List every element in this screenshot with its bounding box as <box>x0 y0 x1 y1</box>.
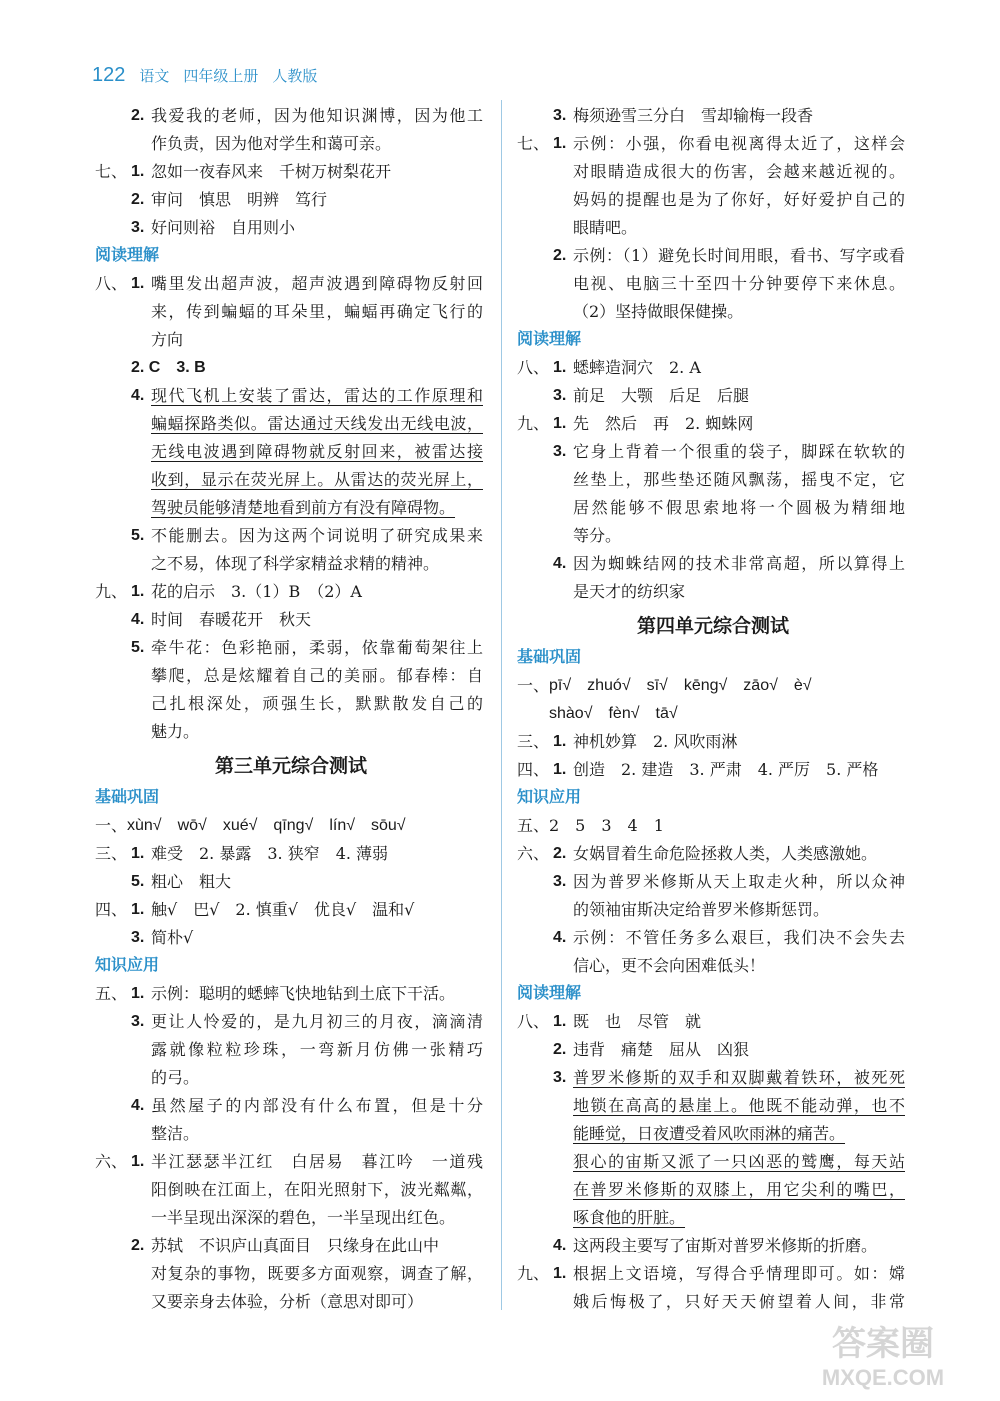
right-column <box>517 102 909 1316</box>
answer-line: 露就像粒粒珍珠，一弯新月仿佛一张精巧 <box>151 1040 483 1059</box>
answer-line: 八、 1. 既 也 尽管 就 <box>517 1012 702 1031</box>
answer-line: 2. 示例：（1）避免长时间用眼，看书、写字或看 <box>553 246 905 265</box>
answer-line: 驾驶员能够清楚地看到前方有没有障碍物。 <box>151 498 456 517</box>
answer-line: 3. 因为普罗米修斯从天上取走火种，所以众神 <box>553 872 905 891</box>
answer-line: 居然能够不假思索地将一个圆极为精细地 <box>573 498 905 517</box>
answer-line: 狠心的宙斯又派了一只凶恶的鹫鹰，每天站 <box>573 1152 905 1171</box>
answer-line: 信心，更不会向困难低头！ <box>573 956 766 975</box>
grade-label: 四年级上册 <box>183 68 259 85</box>
answer-line: 妈妈的提醒也是为了你好，好好爱护自己的 <box>573 190 905 209</box>
answer-line: 七、 1. 忽如一夜春风来 千树万树梨花开 <box>95 162 392 181</box>
answer-line: 九、 1. 先 然后 再 2. 蜘蛛网 <box>517 414 754 433</box>
answer-line: 六、 2. 女娲冒着生命危险拯救人类，人类感激她。 <box>517 844 878 863</box>
answer-line: 魅力。 <box>151 722 200 741</box>
answer-line: 八、 1. 嘴里发出超声波，超声波遇到障碍物反射回 <box>95 274 483 293</box>
answer-line: 八、 1. 蟋蟀造洞穴 2. A <box>517 358 701 377</box>
answer-line: 之不易，体现了科学家精益求精的精神。 <box>151 554 440 573</box>
answer-line: 的弓。 <box>151 1068 200 1087</box>
answer-line: 五、 1. 示例：聪明的蟋蟀飞快地钻到土底下干活。 <box>95 984 456 1003</box>
answer-line: 3. 它身上背着一个很重的袋子，脚踩在软软的 <box>553 442 905 461</box>
answer-line: 啄食他的肝脏。 <box>573 1208 686 1227</box>
answer-line: 又要亲身去体验，分析（意思对即可） <box>151 1292 424 1311</box>
answer-line: 一、 xùn√ wō√ xué√ qīng√ lín√ sōu√ <box>95 816 406 835</box>
answer-line: 收到，显示在荧光屏上。从雷达的荧光屏上， <box>151 470 483 489</box>
watermark-logo <box>788 1313 978 1393</box>
unit-title: 第四单元综合测试 <box>636 616 789 637</box>
answer-line: 娥后悔极了，只好天天俯望着人间，非常 <box>573 1292 905 1311</box>
section-heading: 知识应用 <box>95 957 160 974</box>
answer-line: 2. C 3. B <box>131 359 206 376</box>
answer-line: 九、 1. 根据上文语境，写得合乎情理即可。如：嫦 <box>517 1264 905 1283</box>
answer-line: 4. 示例：不管任务多么艰巨，我们决不会失去 <box>553 928 905 947</box>
answer-line: 4. 现代飞机上安装了雷达，雷达的工作原理和 <box>131 386 483 405</box>
answer-line: 地锁在高高的悬崖上。他既不能动弹，也不 <box>573 1096 905 1115</box>
answer-line: （2）坚持做眼保健操。 <box>573 302 744 321</box>
answer-line: 无线电波遇到障碍物就反射回来，被雷达接 <box>151 442 483 461</box>
answer-line: 对复杂的事物，既要多方面观察，调查了解， <box>151 1264 483 1283</box>
answer-line: 4. 这两段主要写了宙斯对普罗米修斯的折磨。 <box>553 1236 878 1255</box>
answer-line: 4. 时间 春暖花开 秋天 <box>131 610 312 629</box>
left-column <box>95 102 487 1316</box>
answer-line: 5. 不能删去。因为这两个词说明了研究成果来 <box>131 526 483 545</box>
answer-line: 七、 1. 示例：小强，你看电视离得太近了，这样会 <box>517 134 905 153</box>
answer-line: shào√ fèn√ tā√ <box>549 705 678 722</box>
answer-line: 整洁。 <box>151 1124 200 1143</box>
answer-line: 2. 审问 慎思 明辨 笃行 <box>131 190 328 209</box>
answer-line: 九、 1. 花的启示 3.（1）B （2）A <box>95 582 362 601</box>
answer-line: 2. 苏轼 不识庐山真面目 只缘身在此山中 <box>131 1236 440 1255</box>
answer-line: 等分。 <box>573 526 622 545</box>
answer-line: 来，传到蝙蝠的耳朵里，蝙蝠再确定飞行的 <box>151 302 483 321</box>
section-heading: 阅读理解 <box>95 247 160 264</box>
answer-line: 一、 pī√ zhuó√ sī√ kēng√ zāo√ è√ <box>517 676 812 695</box>
section-heading: 基础巩固 <box>517 649 582 666</box>
answer-line: 3. 普罗米修斯的双手和双脚戴着铁环，被死死 <box>553 1068 905 1087</box>
svg-text:答案圈: 答案圈 <box>832 1325 934 1363</box>
answer-line: 己扎根深处，顽强生长，默默散发自己的 <box>151 694 483 713</box>
answer-line: 三、 1. 神机妙算 2. 风吹雨淋 <box>517 732 738 751</box>
answer-line: 是天才的纺织家 <box>573 582 686 601</box>
answer-line: 电视、电脑三十至四十分钟要停下来休息。 <box>573 274 905 293</box>
answer-line: 对眼睛造成很大的伤害，会越来越近视的。 <box>573 162 905 181</box>
answer-line: 四、 1. 创造 2. 建造 3. 严肃 4. 严厉 5. 严格 <box>517 760 879 779</box>
edition-label: 人教版 <box>272 68 318 85</box>
answer-line: 3. 简朴√ <box>131 928 194 947</box>
page-number: 122 <box>92 64 126 86</box>
answer-line: 5. 粗心 粗大 <box>131 872 232 891</box>
answer-line: 的领袖宙斯决定给普罗米修斯惩罚。 <box>573 900 830 919</box>
answer-line: 在普罗米修斯的双膝上，用它尖利的嘴巴， <box>573 1180 905 1199</box>
section-heading: 基础巩固 <box>95 789 160 806</box>
section-heading: 知识应用 <box>517 789 582 806</box>
section-heading: 阅读理解 <box>517 985 582 1002</box>
svg-text:MXQE.COM: MXQE.COM <box>821 1365 945 1390</box>
answer-line: 四、 1. 触√ 巴√ 2. 慎重√ 优良√ 温和√ <box>95 900 415 919</box>
subject-label: 语文 <box>139 68 170 85</box>
answer-line: 六、 1. 半江瑟瑟半江红 白居易 暮江吟 一道残 <box>95 1152 483 1171</box>
answer-line: 丝垫上，那些垫还随风飘荡，摇曳不定，它 <box>573 470 905 489</box>
answer-line: 3. 梅须逊雪三分白 雪却输梅一段香 <box>553 106 814 125</box>
answer-line: 攀爬，总是炫耀着自己的美丽。郁春棒：自 <box>151 666 483 685</box>
answer-line: 3. 前足 大颚 后足 后腿 <box>553 386 750 405</box>
answer-line: 眼睛吧。 <box>573 218 638 237</box>
answer-line: 3. 好问则裕 自用则小 <box>131 218 296 237</box>
answer-line: 方向 <box>151 330 184 349</box>
page-header <box>92 64 331 94</box>
answer-line: 一半呈现出深深的碧色，一半呈现出红色。 <box>151 1208 456 1227</box>
answer-line: 2. 我爱我的老师，因为他知识渊博，因为他工 <box>131 106 483 125</box>
unit-title: 第三单元综合测试 <box>214 756 367 777</box>
answer-line: 蝙蝠探路类似。雷达通过天线发出无线电波， <box>151 414 483 433</box>
answer-line: 3. 更让人怜爱的，是九月初三的月夜，滴滴清 <box>131 1012 483 1031</box>
answer-line: 4. 因为蜘蛛结网的技术非常高超，所以算得上 <box>553 554 905 573</box>
answer-line: 能睡觉，日夜遭受着风吹雨淋的痛苦。 <box>573 1124 846 1143</box>
answer-line: 4. 虽然屋子的内部没有什么布置，但是十分 <box>131 1096 483 1115</box>
answer-line: 作负责，因为他对学生和蔼可亲。 <box>151 134 392 153</box>
answer-line: 五、 2 5 3 4 1 <box>517 816 664 835</box>
answer-line: 三、 1. 难受 2. 暴露 3. 狭窄 4. 薄弱 <box>95 844 389 863</box>
answer-line: 5. 牵牛花：色彩艳丽，柔弱，依靠葡萄架往上 <box>131 638 483 657</box>
section-heading: 阅读理解 <box>517 331 582 348</box>
answer-line: 阳倒映在江面上，在阳光照射下，波光粼粼， <box>151 1180 483 1199</box>
answer-line: 2. 违背 痛楚 屈从 凶狠 <box>553 1040 750 1059</box>
